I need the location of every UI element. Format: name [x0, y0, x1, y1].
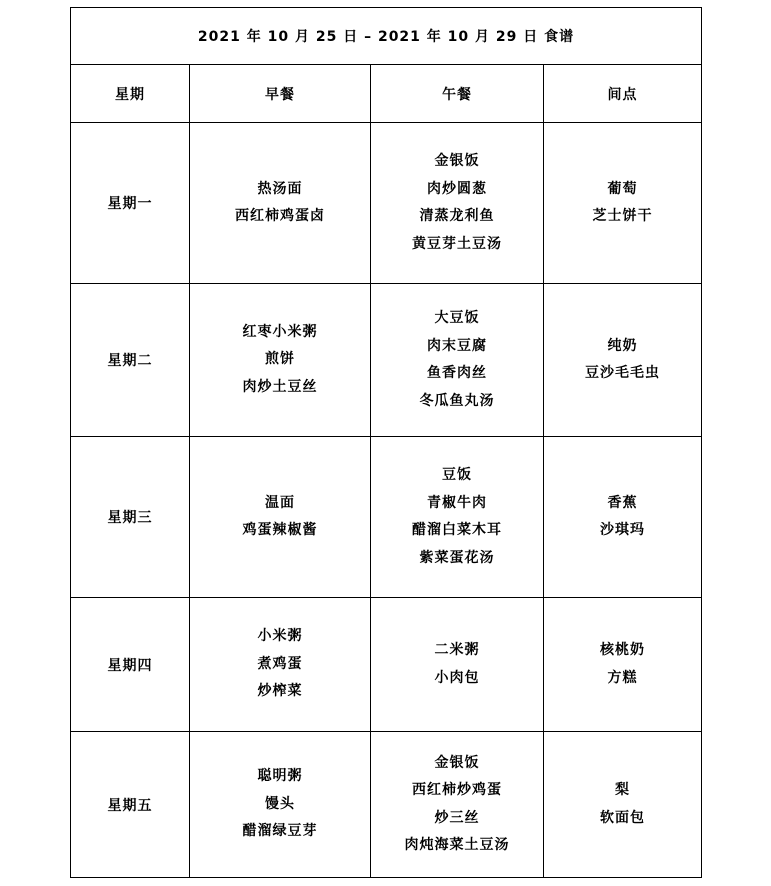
- menu-item: 冬瓜鱼丸汤: [419, 392, 495, 409]
- menu-item: 肉炒圆葱: [427, 180, 487, 197]
- breakfast-cell: [190, 437, 371, 598]
- menu-item: 醋溜绿豆芽: [242, 823, 318, 840]
- day-cell: 星期二: [71, 284, 190, 437]
- menu-item: 金银饭: [434, 754, 480, 771]
- menu-item: 红枣小米粥: [242, 323, 318, 340]
- menu-item: 醋溜白菜木耳: [412, 522, 502, 538]
- menu-item: 西红柿鸡蛋卤: [235, 208, 325, 224]
- lunch-cell: [371, 284, 544, 437]
- menu-item: 煎饼: [265, 351, 295, 368]
- menu-item: 芝士饼干: [592, 208, 653, 224]
- snack-cell: [544, 437, 702, 598]
- menu-item: 核桃奶: [600, 642, 646, 658]
- menu-item: 聪明粥: [257, 768, 303, 785]
- menu-table: [70, 7, 702, 878]
- menu-item: 方糕: [607, 669, 638, 686]
- table-row: [71, 598, 702, 732]
- lunch-cell: [371, 598, 544, 732]
- menu-item: 青椒牛肉: [427, 494, 487, 511]
- day-cell: 星期四: [71, 598, 190, 732]
- table-row: [71, 437, 702, 598]
- header-breakfast: 早餐: [190, 65, 371, 123]
- breakfast-cell: [190, 123, 371, 284]
- menu-item: 清蒸龙利鱼: [419, 208, 495, 224]
- breakfast-cell: [190, 732, 371, 878]
- menu-item: 西红柿炒鸡蛋: [412, 782, 502, 798]
- menu-item: 鸡蛋辣椒酱: [242, 522, 318, 538]
- menu-item: 肉末豆腐: [427, 337, 487, 354]
- day-cell: 星期三: [71, 437, 190, 598]
- menu-item: 鱼香肉丝: [427, 365, 487, 381]
- menu-item: 小米粥: [257, 628, 303, 645]
- snack-cell: [544, 284, 702, 437]
- table-row: [71, 732, 702, 878]
- menu-item: 肉炒土豆丝: [242, 378, 318, 395]
- menu-item: 葡萄: [607, 180, 638, 197]
- table-row: [71, 284, 702, 437]
- menu-item: 豆沙毛毛虫: [585, 365, 661, 381]
- menu-item: 紫菜蛋花汤: [419, 549, 495, 566]
- header-row: [71, 65, 702, 123]
- lunch-cell: [371, 123, 544, 284]
- menu-item: 炒三丝: [434, 809, 480, 826]
- header-day: 星期: [71, 65, 190, 123]
- menu-item: 二米粥: [434, 642, 480, 658]
- menu-item: 软面包: [600, 809, 646, 826]
- menu-item: 大豆饭: [434, 310, 480, 326]
- breakfast-cell: [190, 598, 371, 732]
- menu-item: 肉炖海菜土豆汤: [404, 837, 510, 853]
- menu-item: 金银饭: [434, 153, 480, 169]
- menu-item: 热汤面: [257, 180, 303, 197]
- menu-item: 炒榨菜: [257, 683, 303, 700]
- day-cell: 星期五: [71, 732, 190, 878]
- breakfast-cell: [190, 284, 371, 437]
- menu-item: 沙琪玛: [600, 522, 646, 538]
- lunch-cell: [371, 437, 544, 598]
- snack-cell: [544, 598, 702, 732]
- menu-item: 煮鸡蛋: [257, 655, 303, 672]
- snack-cell: [544, 732, 702, 878]
- menu-item: 小肉包: [434, 669, 480, 686]
- menu-item: 豆饭: [442, 467, 472, 483]
- day-cell: 星期一: [71, 123, 190, 284]
- header-lunch: 午餐: [371, 65, 544, 123]
- menu-item: 梨: [615, 782, 631, 798]
- menu-title: 2021 年 10 月 25 日 – 2021 年 10 月 29 日 食谱: [71, 8, 702, 65]
- menu-item: 黄豆芽土豆汤: [412, 235, 502, 252]
- snack-cell: [544, 123, 702, 284]
- menu-item: 香蕉: [607, 494, 638, 511]
- title-row: [71, 8, 702, 65]
- header-snack: 间点: [544, 65, 702, 123]
- menu-item: 馒头: [265, 795, 295, 812]
- lunch-cell: [371, 732, 544, 878]
- menu-item: 纯奶: [607, 337, 638, 354]
- menu-item: 温面: [265, 494, 295, 511]
- table-row: [71, 123, 702, 284]
